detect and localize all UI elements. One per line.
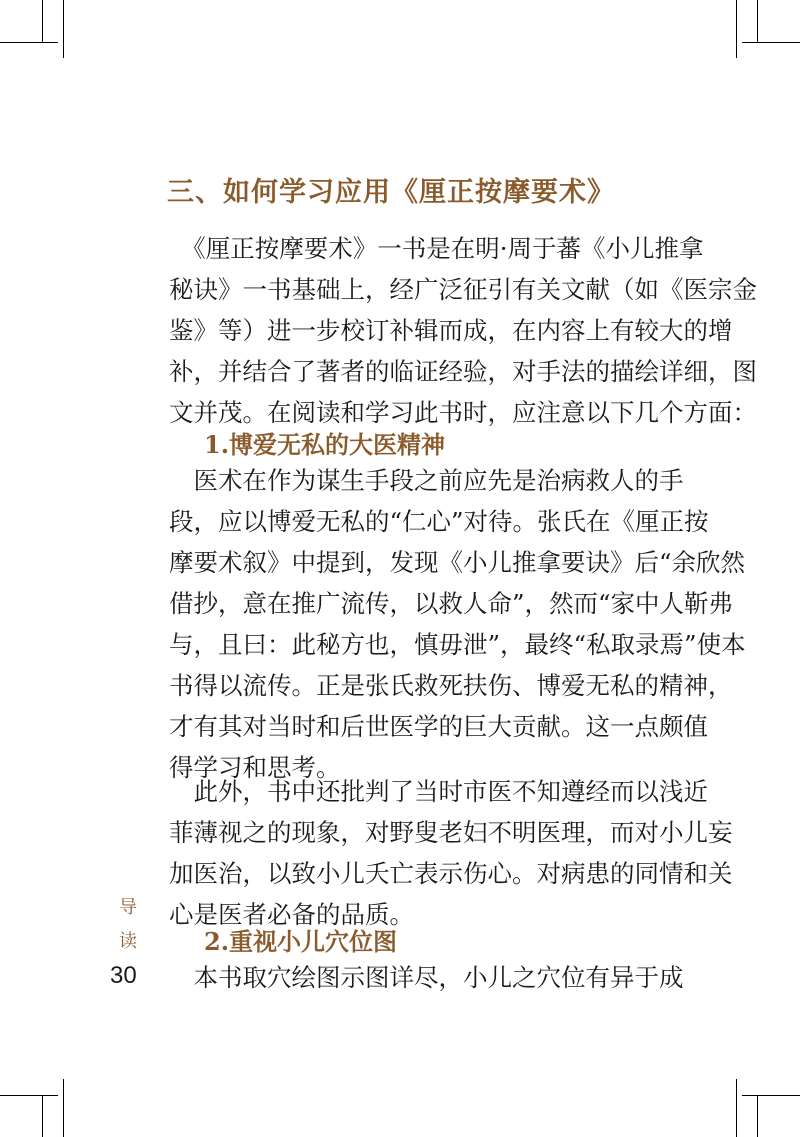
crop-mark-tr-v xyxy=(736,0,737,58)
paragraph-spirit xyxy=(169,460,746,788)
crop-mark-br-v xyxy=(736,1079,737,1137)
crop-mark-br-h xyxy=(742,1095,800,1096)
page-number: 30 xyxy=(110,962,137,989)
crop-mark-tr-v2 xyxy=(757,0,758,42)
text-line: 借抄，意在推广流传，以救人命”，然而“家中人靳弗 xyxy=(169,589,734,618)
text-line: 秘诀》一书基础上，经广泛征引有关文献（如《医宗金 xyxy=(169,275,757,304)
text-line: 与，且曰：此秘方也，慎毋泄”，最终“私取录焉”使本 xyxy=(169,630,746,659)
text-line: 摩要术叙》中提到，发现《小儿推拿要诀》后“余欣然 xyxy=(169,548,746,577)
crop-mark-bl-v2 xyxy=(42,1095,43,1137)
paragraph-intro xyxy=(169,228,757,433)
text-line: 此外，书中还批判了当时市医不知遵经而以浅近 xyxy=(169,777,708,806)
text-line: 文并茂。在阅读和学习此书时，应注意以下几个方面： xyxy=(169,398,757,427)
section-heading: 三、如何学习应用《厘正按摩要术》 xyxy=(167,177,615,208)
paragraph-critique xyxy=(169,771,733,935)
text-line: 心是医者必备的品质。 xyxy=(169,900,414,929)
crop-mark-tr-h xyxy=(742,42,800,43)
subheading-2: 2.重视小儿穴位图 xyxy=(204,927,398,956)
text-line: 加医治，以致小儿夭亡表示伤心。对病患的同情和关 xyxy=(169,859,733,888)
text-line: 书得以流传。正是张氏救死扶伤、博爱无私的精神， xyxy=(169,671,733,700)
crop-mark-bl-h xyxy=(0,1095,58,1096)
crop-mark-tl-h xyxy=(0,42,58,43)
text-line: 菲薄视之的现象，对野叟老妇不明医理，而对小儿妄 xyxy=(169,818,733,847)
crop-mark-br-v2 xyxy=(757,1095,758,1137)
text-line: 才有其对当时和后世医学的巨大贡献。这一点颇值 xyxy=(169,712,708,741)
text-line: 段，应以博爱无私的“仁心”对待。张氏在《厘正按 xyxy=(169,507,709,536)
crop-mark-bl-v xyxy=(63,1079,64,1137)
text-line: 本书取穴绘图示图详尽，小儿之穴位有异于成 xyxy=(169,963,684,992)
text-line: 医术在作为谋生手段之前应先是治病救人的手 xyxy=(169,466,684,495)
text-line: 鉴》等）进一步校订补辑而成，在内容上有较大的增 xyxy=(169,316,733,345)
margin-label-char-1: 导 xyxy=(119,897,137,918)
paragraph-acupoints xyxy=(169,957,684,998)
margin-label-char-2: 读 xyxy=(119,931,137,952)
text-line: 《厘正按摩要术》一书是在明·周于蕃《小儿推拿 xyxy=(169,234,704,263)
text-line: 得学习和思考。 xyxy=(169,753,341,782)
crop-mark-tl-v xyxy=(63,0,64,58)
subheading-1: 1.博爱无私的大医精神 xyxy=(204,430,446,459)
text-line: 补，并结合了著者的临证经验，对手法的描绘详细，图 xyxy=(169,357,757,386)
crop-mark-tl-v2 xyxy=(42,0,43,42)
